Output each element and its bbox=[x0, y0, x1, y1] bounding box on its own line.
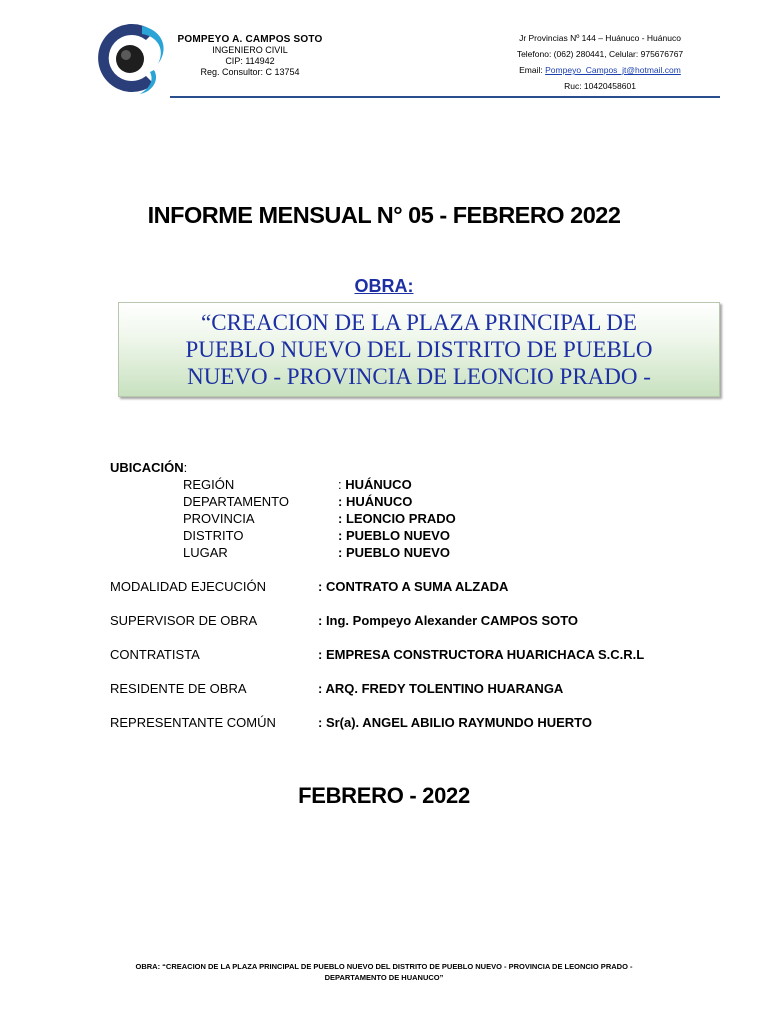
obra-line: “CREACION DE LA PLAZA PRINCIPAL DE bbox=[201, 310, 637, 335]
email-link[interactable]: Pompeyo_Campos_jt@hotmail.com bbox=[545, 65, 681, 75]
departamento-value: : HUÁNUCO bbox=[338, 494, 413, 509]
ubicacion-row-departamento bbox=[0, 494, 768, 510]
letterhead-reg: Reg. Consultor: C 13754 bbox=[200, 67, 300, 77]
representante-label: REPRESENTANTE COMÚN bbox=[110, 715, 276, 730]
letterhead-divider bbox=[170, 96, 720, 98]
letterhead-ruc: Ruc: 10420458601 bbox=[564, 81, 636, 91]
letterhead-cip: CIP: 114942 bbox=[225, 56, 275, 66]
ubicacion-row-provincia bbox=[0, 511, 768, 527]
field-row-supervisor bbox=[0, 613, 768, 629]
residente-label: RESIDENTE DE OBRA bbox=[110, 681, 247, 696]
field-row-representante bbox=[0, 715, 768, 731]
region-value-prefix: : bbox=[338, 477, 346, 492]
letterhead-right bbox=[470, 30, 730, 94]
letterhead-phone: Telefono: (062) 280441, Celular: 975676767 bbox=[516, 49, 684, 59]
distrito-value: : PUEBLO NUEVO bbox=[338, 528, 450, 543]
letterhead-address: Jr Provincias Nº 144 – Huánuco - Huánuco bbox=[519, 33, 681, 43]
letterhead-name: POMPEYO A. CAMPOS SOTO bbox=[177, 34, 323, 45]
report-date: FEBRERO - 2022 bbox=[298, 783, 470, 808]
obra-line: PUEBLO NUEVO DEL DISTRITO DE PUEBLO bbox=[185, 337, 653, 362]
letterhead-email-line bbox=[470, 62, 730, 78]
letterhead-left bbox=[165, 34, 335, 78]
letterhead-profession: INGENIERO CIVIL bbox=[212, 45, 288, 55]
ubicacion-heading bbox=[110, 460, 187, 475]
field-row-residente bbox=[0, 681, 768, 697]
report-title: INFORME MENSUAL N° 05 - FEBRERO 2022 bbox=[147, 202, 621, 228]
obra-title-text bbox=[119, 309, 719, 390]
lugar-label: LUGAR bbox=[183, 545, 228, 560]
supervisor-label: SUPERVISOR DE OBRA bbox=[110, 613, 258, 628]
contratista-label: CONTRATISTA bbox=[110, 647, 200, 662]
modalidad-value: : CONTRATO A SUMA ALZADA bbox=[318, 579, 509, 594]
footer-line: OBRA: “CREACION DE LA PLAZA PRINCIPAL DE PUEBLO NUEVO DEL DISTRITO DE PUEBLO NUEVO - PROVINCIA DE LEONCIO PRADO - bbox=[135, 962, 633, 971]
page-footer bbox=[120, 961, 648, 983]
obra-label: OBRA: bbox=[354, 276, 414, 296]
provincia-label: PROVINCIA bbox=[183, 511, 255, 526]
modalidad-label: MODALIDAD EJECUCIÓN bbox=[110, 579, 267, 594]
obra-title-box bbox=[118, 302, 720, 397]
distrito-label: DISTRITO bbox=[183, 528, 244, 543]
region-label: REGIÓN bbox=[183, 477, 235, 492]
ubicacion-label: UBICACIÓN bbox=[110, 460, 184, 475]
departamento-label: DEPARTAMENTO bbox=[183, 494, 289, 509]
company-logo-icon bbox=[96, 18, 176, 98]
residente-value: : ARQ. FREDY TOLENTINO HUARANGA bbox=[318, 681, 564, 696]
obra-line: NUEVO - PROVINCIA DE LEONCIO PRADO - bbox=[187, 364, 651, 389]
region-value-text: HUÁNUCO bbox=[345, 477, 412, 492]
supervisor-value: : Ing. Pompeyo Alexander CAMPOS SOTO bbox=[318, 613, 579, 628]
region-value bbox=[338, 477, 412, 493]
lugar-value: : PUEBLO NUEVO bbox=[338, 545, 450, 560]
email-label: Email: bbox=[519, 65, 543, 75]
contratista-value: : EMPRESA CONSTRUCTORA HUARICHACA S.C.R.L bbox=[318, 647, 645, 662]
ubicacion-colon: : bbox=[183, 460, 188, 475]
provincia-value: : LEONCIO PRADO bbox=[338, 511, 456, 526]
ubicacion-row-region bbox=[0, 477, 768, 493]
field-row-contratista bbox=[0, 647, 768, 663]
ubicacion-row-lugar bbox=[0, 545, 768, 561]
field-row-modalidad bbox=[0, 579, 768, 595]
representante-value: : Sr(a). ANGEL ABILIO RAYMUNDO HUERTO bbox=[318, 715, 592, 730]
ubicacion-row-distrito bbox=[0, 528, 768, 544]
footer-line: DEPARTAMENTO DE HUANUCO” bbox=[324, 973, 444, 982]
